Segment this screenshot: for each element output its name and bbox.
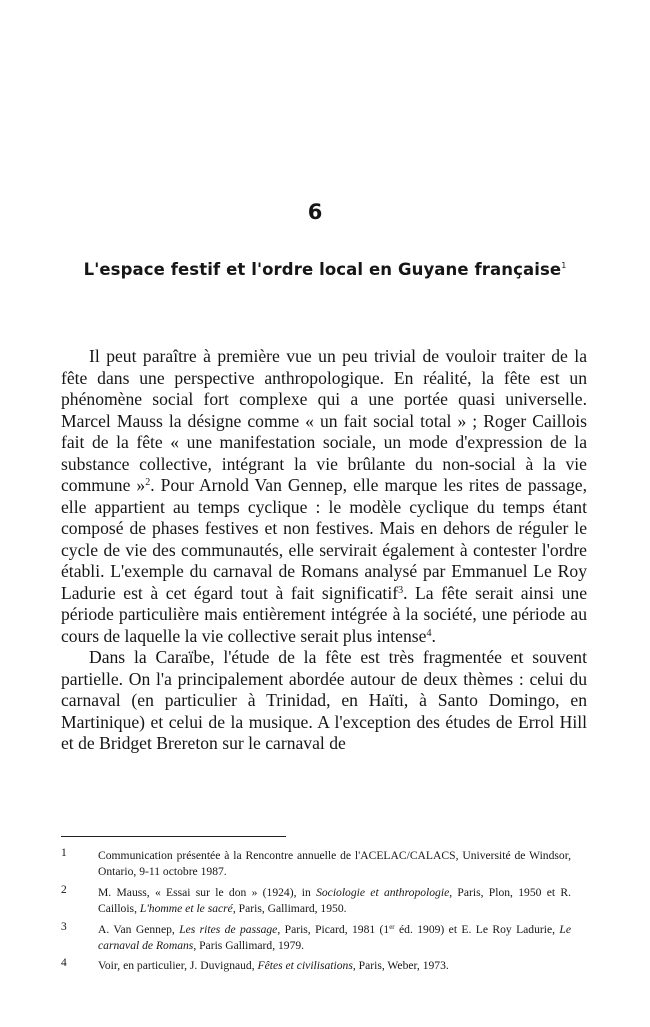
chapter-title-text: L'espace festif et l'ordre local en Guyane française <box>83 260 562 279</box>
footnote-text-part: M. Mauss, « Essai sur le don » (1924), in <box>98 885 317 899</box>
footnote-3 <box>61 922 571 955</box>
paragraph-1-part-c: . La fête serait ainsi une période particulière mais entièrement intégrée à la société, une période au cours de laquelle la vie collective serait plus intense <box>61 582 587 646</box>
footnote-4 <box>61 958 571 974</box>
chapter-number: 6 <box>307 200 323 224</box>
footnote-1 <box>61 848 571 881</box>
footnote-ref-1: 1 <box>561 261 567 270</box>
cited-title: Le carnaval de Romans <box>98 922 571 953</box>
footnote-text-part: éd. 1909) et E. Le Roy Ladurie, <box>394 922 560 936</box>
cited-title: Les rites de passage <box>179 922 278 936</box>
footnote-text <box>98 958 571 974</box>
footnote-text-part: , Paris, Plon, 1950 et R. Caillois, <box>98 885 572 916</box>
footnote-number: 3 <box>61 920 67 933</box>
footnote-number: 1 <box>61 847 67 859</box>
footnote-text-part: A. Van Gennep, <box>98 922 180 936</box>
footnote-number: 2 <box>61 883 67 896</box>
footnote-text-part: , Paris, Picard, 1981 (1 <box>277 922 390 936</box>
footnote-number: 4 <box>61 957 67 970</box>
footnote-text-part: , Paris, Gallimard, 1950. <box>232 902 347 916</box>
paragraph-1-part-a: Il peut paraître à première vue un peu trivial de vouloir traiter de la fête dans une perspective anthropologique. En réalité, la fête est un phénomène social fort complexe qui a une portée quasi universelle. Marcel Mauss la désigne comme « un fait social total » ; Roger Caillois fait de la fête « une manifestation sociale, un mode d'expression de la substance collective, intégrant la vie brûlante du non-social à la vie commune » <box>61 346 587 495</box>
footnote-text-part: Voir, en particulier, J. Duvignaud, <box>98 959 258 973</box>
footnote-text-part: , Paris, Weber, 1973. <box>352 959 449 973</box>
paragraph-2: Dans la Caraïbe, l'étude de la fête est très fragmentée et souvent partielle. On l'a principalement abordée autour de deux thèmes : celui du carnaval (en particulier à Trinidad, en Haïti, à Santo Domingo, en Martinique) et celui de la musique. A l'exception des études de Errol Hill et de Bridget Brereton sur le carnaval de <box>61 647 587 753</box>
footnote-text <box>98 922 571 955</box>
paragraph-1-part-b: . Pour Arnold Van Gennep, elle marque les rites de passage, elle appartient au temps cyclique : le modèle cyclique du temps étant composé de phases festives et non festives. Mais en dehors de réguler le cycle de vie des communautés, elle servirait également à contester l'ordre établi. L'exemple du carnaval de Romans analysé par Emmanuel Le Roy Ladurie est à cet égard tout à fait significatif <box>61 475 587 603</box>
cited-title: L'homme et le sacré <box>139 902 233 916</box>
cited-title: Fêtes et civilisations <box>257 959 353 973</box>
footnote-ref-2: 2 <box>145 477 151 488</box>
footnote-text: Communication présentée à la Rencontre annuelle de l'ACELAC/CALACS, Université de Windsor, Ontario, 9-11 octobre 1987. <box>98 849 571 879</box>
footnote-text <box>98 885 571 918</box>
chapter-title <box>0 260 650 279</box>
footnotes <box>61 848 571 979</box>
footnote-ref-4: 4 <box>426 627 432 639</box>
footnote-separator <box>61 836 286 837</box>
paragraph-1-part-d: . <box>431 625 436 646</box>
paragraph-1 <box>61 346 587 647</box>
footnote-ref-3: 3 <box>398 584 404 596</box>
footnote-2 <box>61 885 571 918</box>
footnote-text-part: , Paris Gallimard, 1979. <box>193 939 305 953</box>
cited-title: Sociologie et anthropologie <box>316 885 450 899</box>
body-text <box>61 346 587 755</box>
ordinal-superscript: er <box>389 922 395 931</box>
